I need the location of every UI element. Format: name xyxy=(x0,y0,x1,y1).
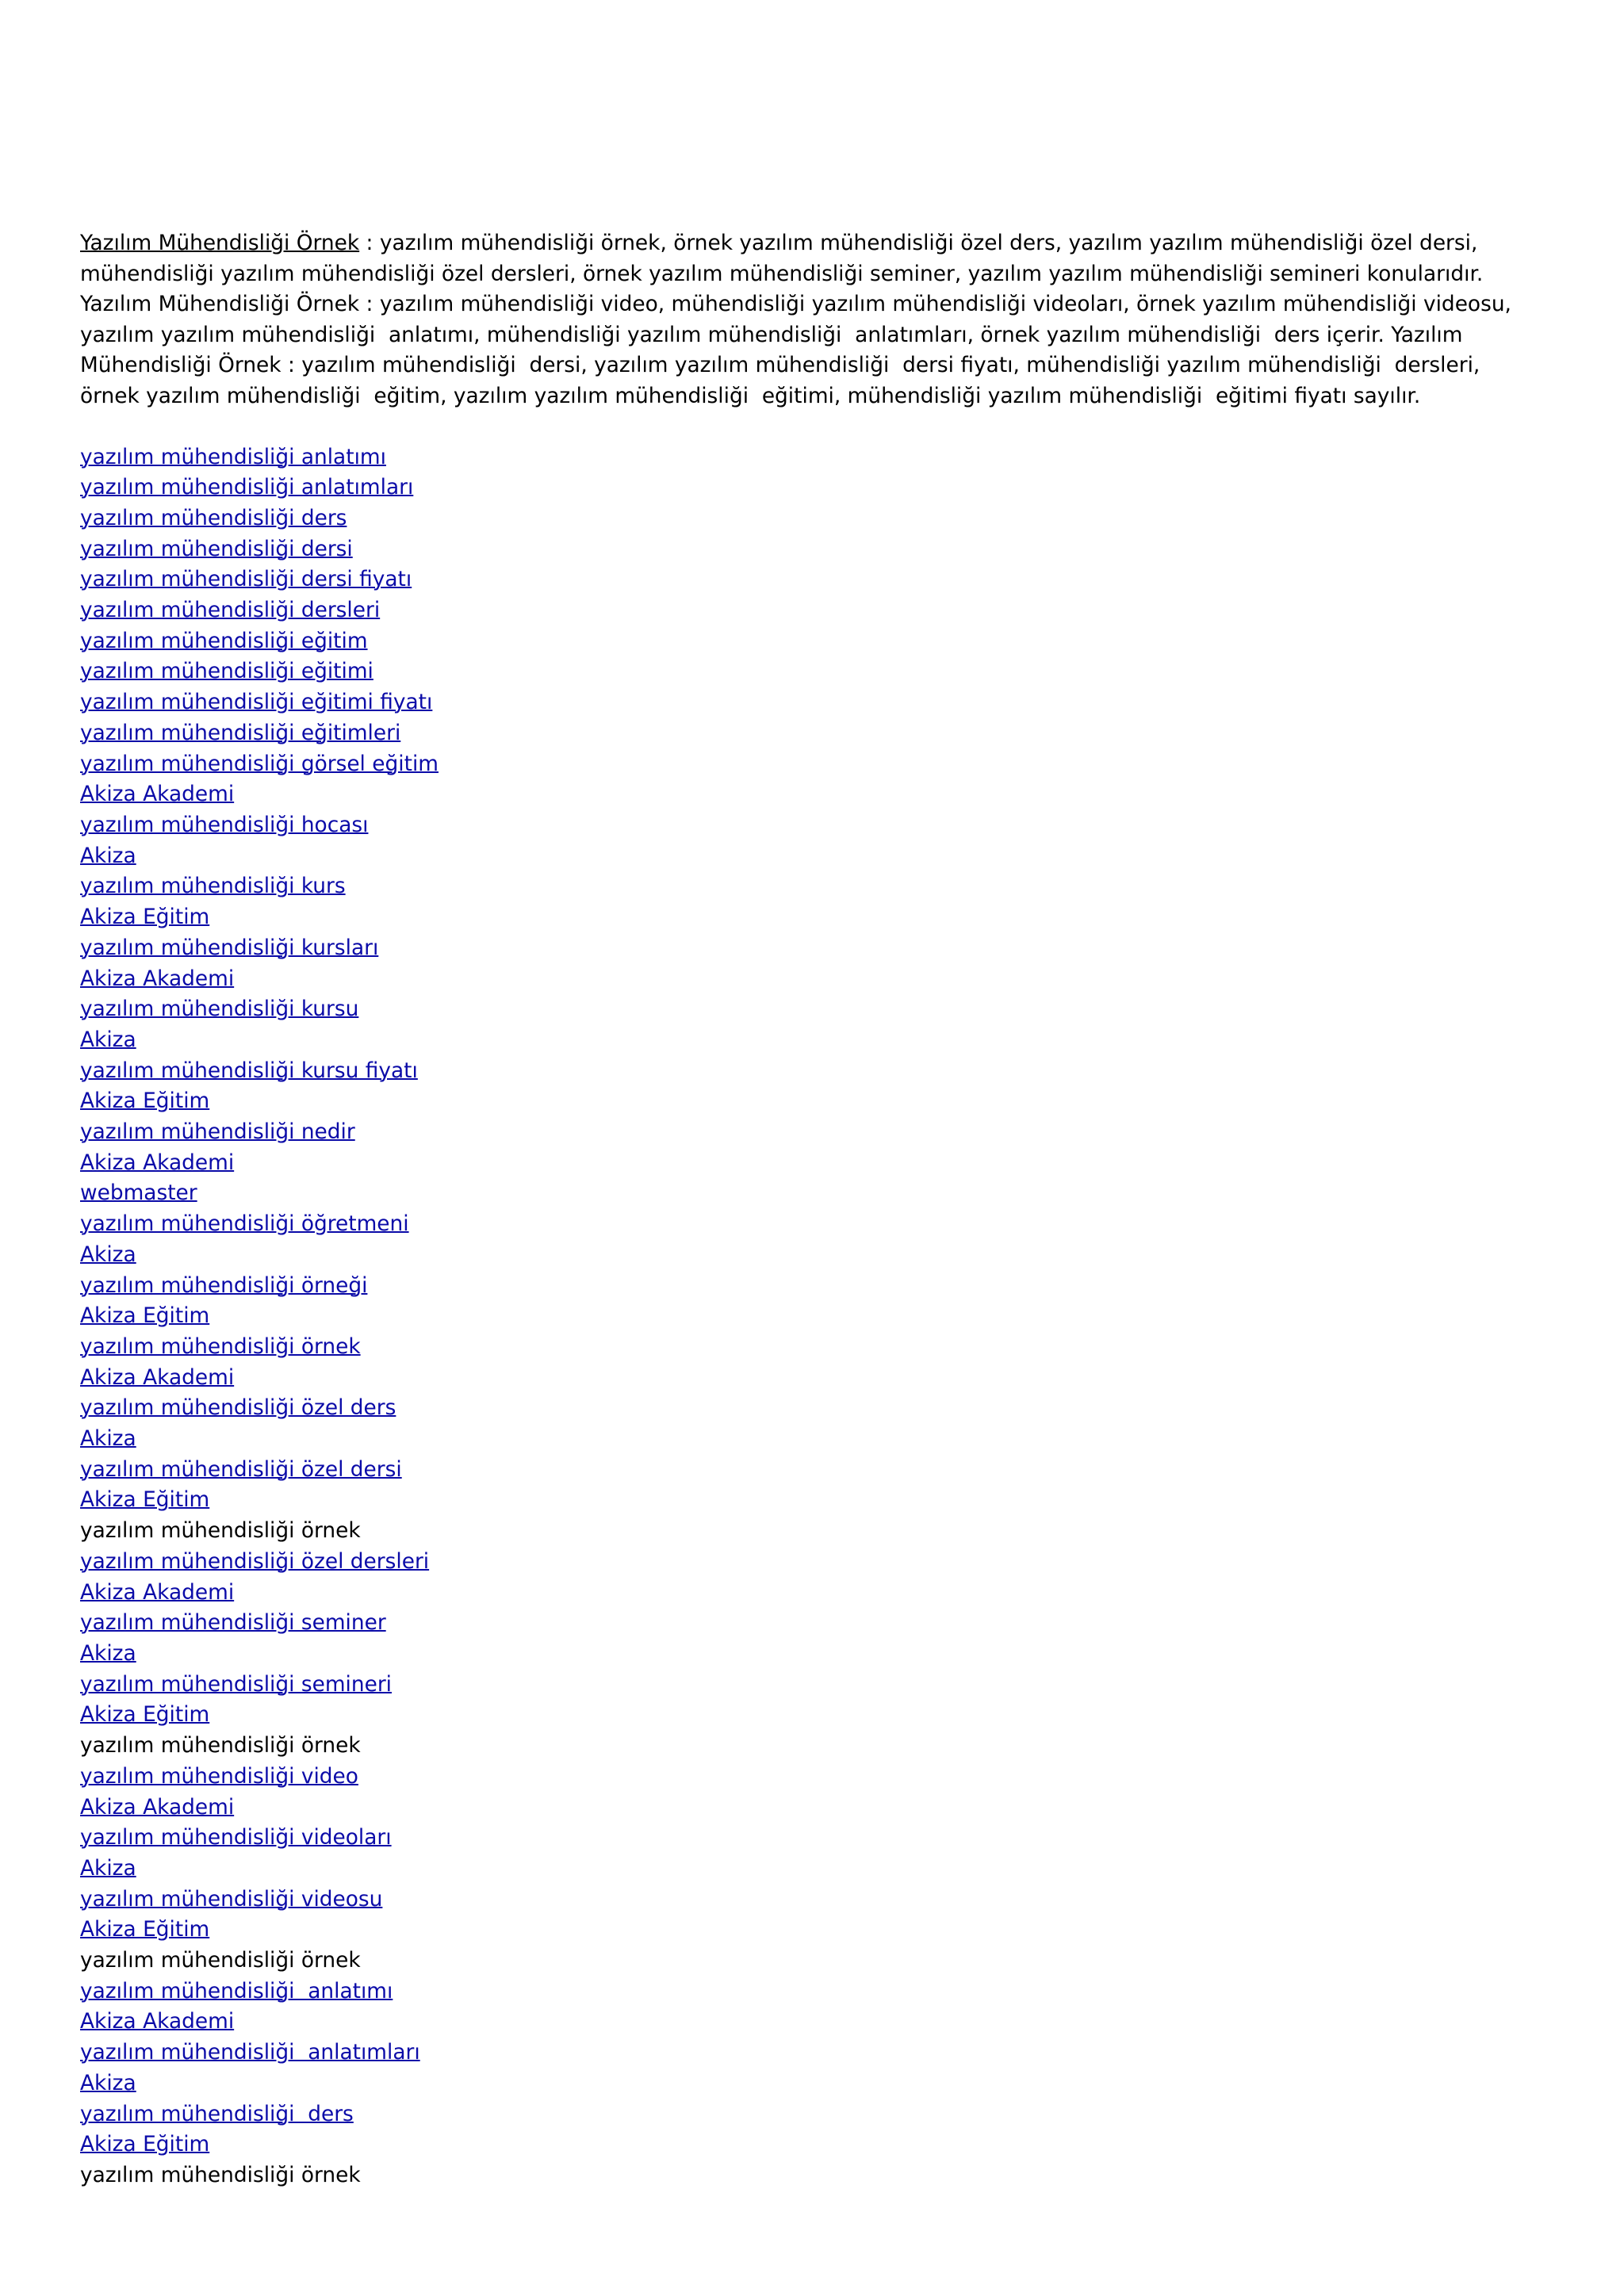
keyword-link[interactable]: Akiza Eğitim xyxy=(80,1702,210,1728)
keyword-link[interactable]: yazılım mühendisliği özel dersi xyxy=(80,1456,402,1482)
keyword-link[interactable]: Akiza xyxy=(80,843,136,868)
keyword-link[interactable]: yazılım mühendisliği anlatımı xyxy=(80,1978,393,2003)
keyword-link[interactable]: Akiza xyxy=(80,1027,136,1052)
keyword-link[interactable]: yazılım mühendisliği video xyxy=(80,1763,358,1789)
keyword-link[interactable]: Akiza Akademi xyxy=(80,1364,235,1390)
keyword-link[interactable]: Akiza Eğitim xyxy=(80,2132,210,2157)
keyword-link[interactable]: Akiza Akademi xyxy=(80,782,235,807)
intro-paragraph xyxy=(80,228,1544,412)
keyword-link[interactable]: yazılım mühendisliği kursu xyxy=(80,997,359,1022)
keyword-link[interactable]: Akiza xyxy=(80,1242,136,1267)
keyword-link[interactable]: yazılım mühendisliği kursu fiyatı xyxy=(80,1058,418,1083)
link-list xyxy=(80,442,1544,2191)
keyword-link[interactable]: Akiza Akademi xyxy=(80,1150,235,1175)
keyword-link[interactable]: Akiza xyxy=(80,1426,136,1452)
keyword-link[interactable]: webmaster xyxy=(80,1181,197,1206)
keyword-link[interactable]: yazılım mühendisliği görsel eğitim xyxy=(80,751,439,776)
keyword-link[interactable]: Akiza Akademi xyxy=(80,966,235,991)
keyword-link[interactable]: yazılım mühendisliği anlatımı xyxy=(80,444,386,469)
keyword-link[interactable]: yazılım mühendisliği eğitim xyxy=(80,628,368,653)
keyword-link[interactable]: yazılım mühendisliği eğitimleri xyxy=(80,720,401,745)
keyword-link[interactable]: yazılım mühendisliği semineri xyxy=(80,1671,392,1697)
keyword-link[interactable]: Akiza Akademi xyxy=(80,2009,235,2034)
keyword-text: yazılım mühendisliği örnek xyxy=(80,1948,361,1973)
keyword-link[interactable]: yazılım mühendisliği kurs xyxy=(80,874,346,899)
keyword-link[interactable]: Akiza Eğitim xyxy=(80,1089,210,1114)
keyword-link[interactable]: yazılım mühendisliği nedir xyxy=(80,1119,355,1145)
keyword-link[interactable]: yazılım mühendisliği videosu xyxy=(80,1886,383,1911)
keyword-text: yazılım mühendisliği örnek xyxy=(80,1518,361,1544)
keyword-link[interactable]: Akiza Akademi xyxy=(80,1794,235,1820)
keyword-text: yazılım mühendisliği örnek xyxy=(80,2162,361,2187)
keyword-link[interactable]: yazılım mühendisliği eğitimi fiyatı xyxy=(80,690,433,715)
keyword-link[interactable]: Akiza Eğitim xyxy=(80,905,210,930)
keyword-link[interactable]: Akiza xyxy=(80,2070,136,2095)
keyword-link[interactable]: yazılım mühendisliği ders xyxy=(80,505,347,530)
title-link[interactable]: Yazılım Mühendisliği Örnek xyxy=(80,231,360,255)
keyword-link[interactable]: Akiza Eğitim xyxy=(80,1917,210,1942)
keyword-link[interactable]: yazılım mühendisliği dersi xyxy=(80,536,353,561)
keyword-link[interactable]: yazılım mühendisliği örneği xyxy=(80,1272,368,1298)
document-body xyxy=(80,228,1544,2191)
keyword-link[interactable]: yazılım mühendisliği anlatımları xyxy=(80,2040,420,2065)
keyword-link[interactable]: Akiza xyxy=(80,1640,136,1666)
keyword-link[interactable]: Akiza Akademi xyxy=(80,1579,235,1605)
keyword-link[interactable]: yazılım mühendisliği videoları xyxy=(80,1825,392,1850)
keyword-link[interactable]: yazılım mühendisliği ders xyxy=(80,2101,354,2126)
intro-text: : yazılım mühendisliği örnek, örnek yazılım mühendisliği özel ders, yazılım yazılım mühendisliği özel dersi, mühendisliği yazılım mühendisliği özel dersleri, örnek yazılım mühendisliği seminer, yazılım yazılım mühendisliği semineri konularıdır. Yazılım Mühendisliği Örnek : yazılım mühendisliği video, mühendisliği yazılım mühendisliği videoları, örnek yazılım mühendisliği videosu, yazılım yazılım mühendisliği anlatımı, mühendisliği yazılım mühendisliği anlatımları, örnek yazılım mühendisliği ders içerir. Yazılım Mühendisliği Örnek : yazılım mühendisliği dersi, yazılım yazılım mühendisliği dersi fiyatı, mühendisliği yazılım mühendisliği dersleri, örnek yazılım mühendisliği eğitim, yazılım yazılım mühendisliği eğitimi, mühendisliği yazılım mühendisliği eğitimi fiyatı sayılır. xyxy=(80,231,1519,408)
keyword-link[interactable]: Akiza Eğitim xyxy=(80,1303,210,1329)
keyword-link[interactable]: yazılım mühendisliği seminer xyxy=(80,1610,386,1636)
keyword-link[interactable]: yazılım mühendisliği hocası xyxy=(80,813,369,837)
keyword-link[interactable]: yazılım mühendisliği anlatımları xyxy=(80,475,414,500)
keyword-link[interactable]: Akiza Eğitim xyxy=(80,1487,210,1513)
keyword-link[interactable]: yazılım mühendisliği özel dersleri xyxy=(80,1548,430,1574)
keyword-text: yazılım mühendisliği örnek xyxy=(80,1733,361,1758)
keyword-link[interactable]: yazılım mühendisliği dersi fiyatı xyxy=(80,567,412,592)
keyword-link[interactable]: yazılım mühendisliği özel ders xyxy=(80,1395,396,1421)
keyword-link[interactable]: yazılım mühendisliği öğretmeni xyxy=(80,1211,409,1237)
keyword-link[interactable]: Akiza xyxy=(80,1855,136,1881)
keyword-link[interactable]: yazılım mühendisliği eğitimi xyxy=(80,659,373,684)
keyword-link[interactable]: yazılım mühendisliği örnek xyxy=(80,1334,361,1359)
keyword-link[interactable]: yazılım mühendisliği dersleri xyxy=(80,598,381,623)
keyword-link[interactable]: yazılım mühendisliği kursları xyxy=(80,935,379,960)
